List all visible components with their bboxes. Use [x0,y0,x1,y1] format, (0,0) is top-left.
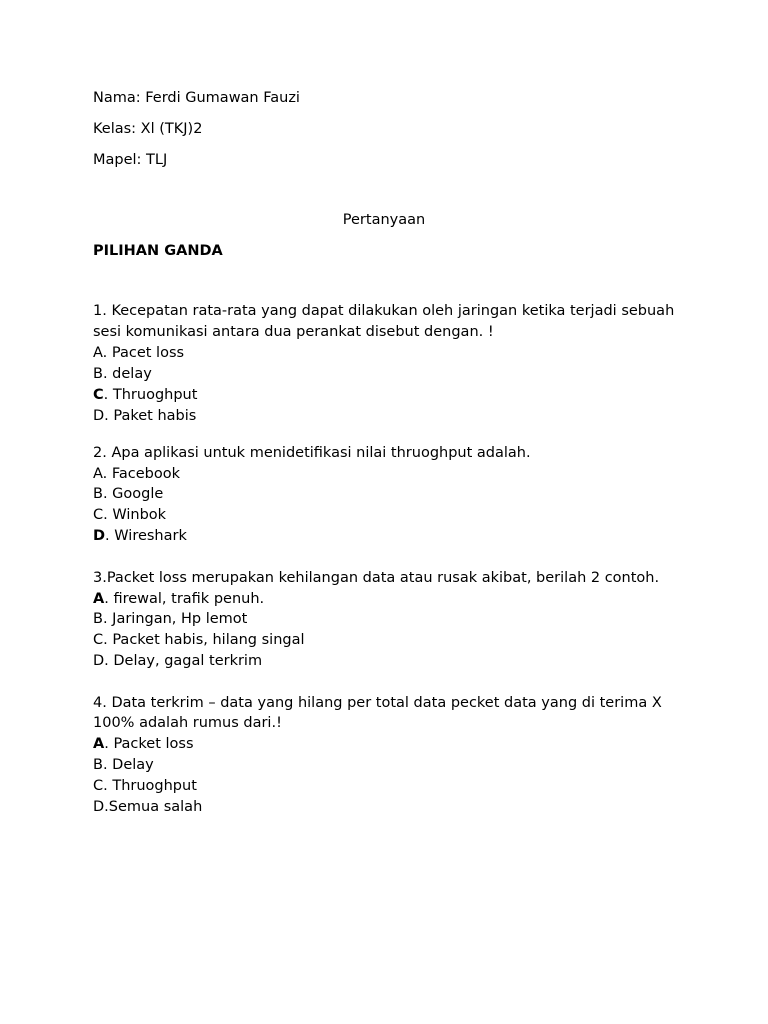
question-4-option-d [93,797,202,817]
option-letter-answer: D [93,528,106,544]
option-text: Winbok [112,507,167,523]
option-separator: . [105,528,115,544]
question-1-option-a [93,343,184,363]
option-separator: . [104,653,114,669]
question-4-text-cont: 100% adalah rumus dari.! [93,715,282,731]
option-letter-answer: A [93,736,105,752]
question-1-option-b [93,364,152,384]
option-text: delay [112,366,152,382]
question-1-option-c [93,385,197,405]
option-separator: . [103,387,113,403]
option-separator: . [103,632,113,648]
option-letter: B [93,757,103,773]
question-1-option-d [93,406,196,426]
option-text: Semua salah [108,799,203,815]
option-separator: . [104,591,114,607]
option-text: Facebook [111,466,181,482]
option-separator: . [104,736,114,752]
option-letter-answer: A [93,591,105,607]
question-3-option-d [93,651,262,671]
option-letter: B [93,366,103,382]
option-letter: D [93,653,105,669]
option-letter: B [93,611,103,627]
question-4-option-c [93,776,197,796]
question-1-text-cont: sesi komunikasi antara dua perankat disebut dengan. ! [93,324,494,340]
option-letter: C [93,632,104,648]
option-letter: A [93,466,103,482]
option-text: Packet habis, hilang singal [112,632,305,648]
question-4-option-a [93,734,194,754]
option-separator: . [102,611,113,627]
option-letter: C [93,507,104,523]
option-separator: . [102,486,113,502]
option-text: Paket habis [113,408,197,424]
question-2-option-c [93,505,166,525]
question-3-option-a [93,589,264,609]
option-letter: A [93,345,103,361]
option-letter: D [93,799,105,815]
option-separator: . [104,408,114,424]
option-text: Delay, gagal terkrim [113,653,263,669]
page-title: Pertanyaan [342,212,426,228]
option-text: Jaringan, Hp lemot [112,611,248,627]
question-1-text: 1. Kecepatan rata-rata yang dapat dilakukan oleh jaringan ketika terjadi sebuah [93,303,675,319]
option-separator: . [102,466,112,482]
option-separator: . [103,507,113,523]
question-2-option-b [93,484,163,504]
question-2-option-a [93,464,180,484]
option-letter: B [93,486,103,502]
option-text: Google [112,486,164,502]
question-3-option-b [93,609,247,629]
student-name: Nama: Ferdi Gumawan Fauzi [93,90,300,106]
option-text: Thruoghput [112,778,197,794]
question-4-option-b [93,755,154,775]
option-text: Delay [112,757,154,773]
option-separator: . [102,345,112,361]
option-separator: . [104,799,109,815]
option-text: firewal, trafik penuh. [113,591,265,607]
question-2-text: 2. Apa aplikasi untuk menidetifikasi nilai thruoghput adalah. [93,445,531,461]
option-separator: . [102,366,113,382]
option-text: Thruoghput [112,387,198,403]
option-letter-answer: C [93,387,104,403]
option-separator: . [103,778,113,794]
section-heading: PILIHAN GANDA [93,243,223,259]
option-text: Wireshark [114,528,187,544]
subject: Mapel: TLJ [93,152,168,168]
option-letter: D [93,408,105,424]
student-class: Kelas: Xl (TKJ)2 [93,121,203,137]
question-2-option-d [93,526,187,546]
question-3-text: 3.Packet loss merupakan kehilangan data atau rusak akibat, berilah 2 contoh. [93,570,660,586]
question-4-text: 4. Data terkrim – data yang hilang per total data pecket data yang di terima X [93,695,662,711]
option-separator: . [102,757,113,773]
option-text: Pacet loss [111,345,185,361]
option-text: Packet loss [113,736,194,752]
option-letter: C [93,778,104,794]
question-3-option-c [93,630,305,650]
